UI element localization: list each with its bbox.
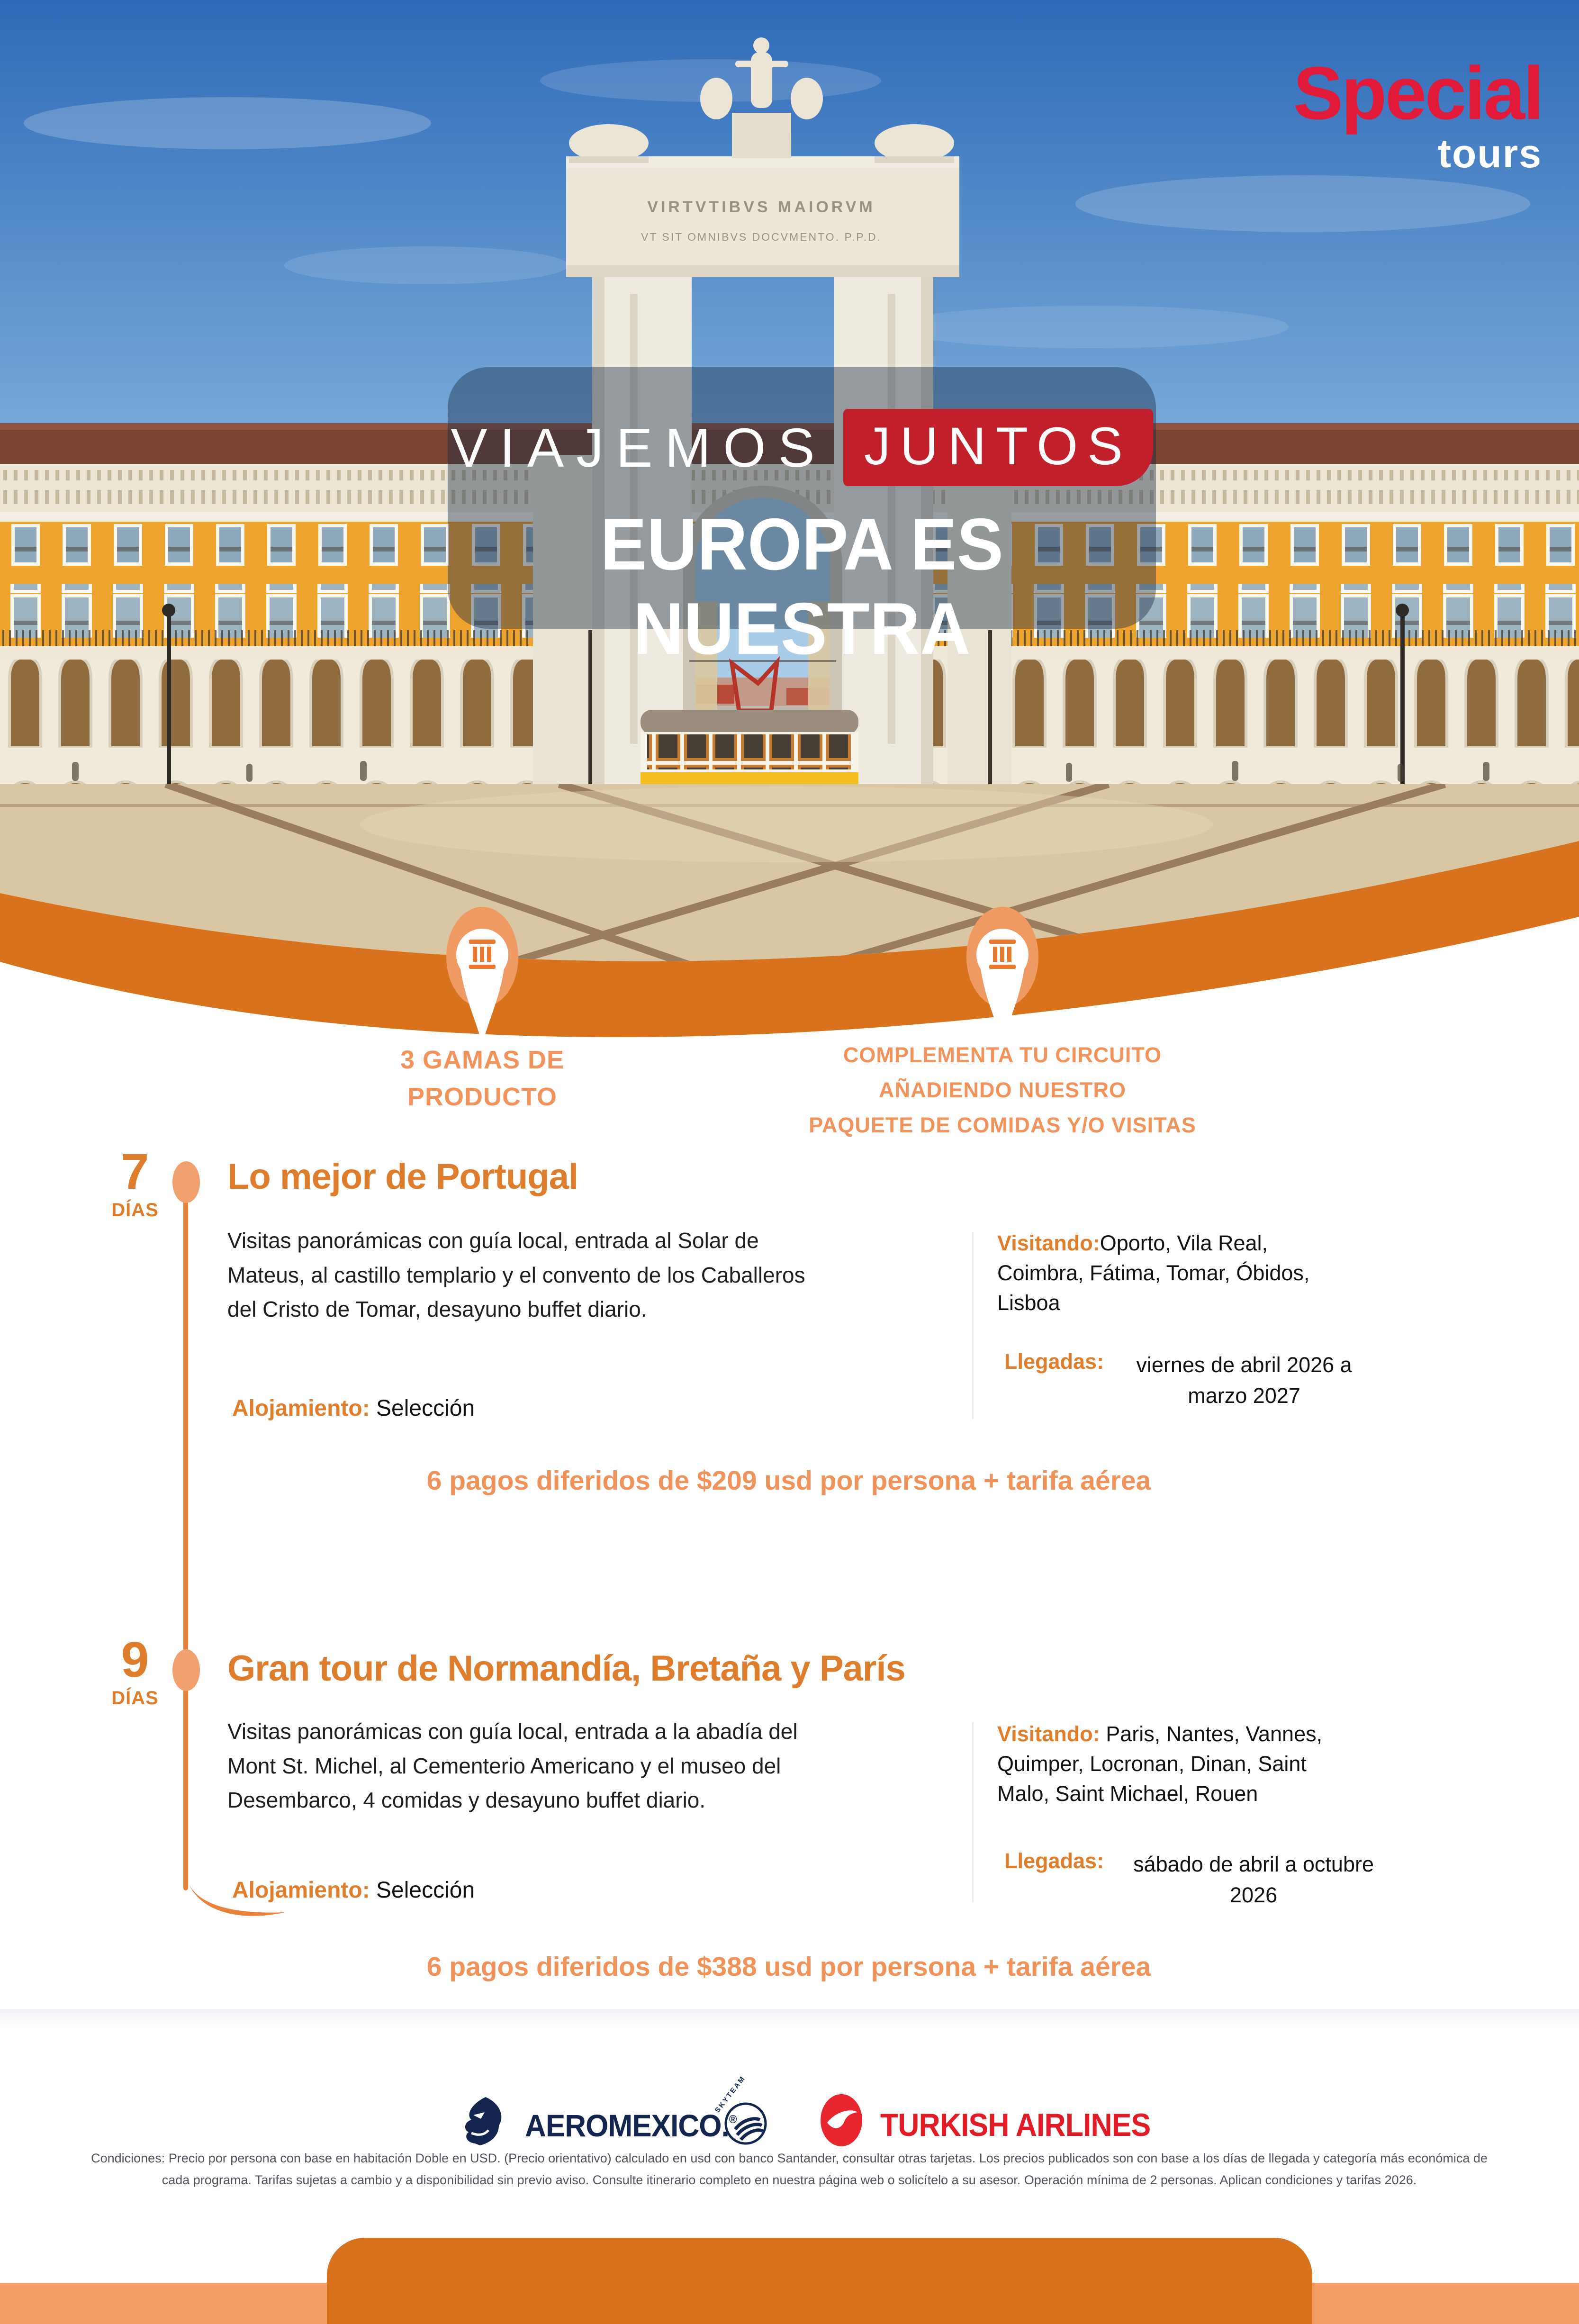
logo-word-tours: tours	[1438, 131, 1542, 176]
visiting-label: Visitando:	[997, 1722, 1100, 1746]
tour1-accommodation	[232, 1395, 475, 1421]
conditions-line2: cada programa. Tarifas sujetas a cambio y a disponibilidad sin previo aviso. Consulte itinerario completo en nuestra página web o solicítelo a su asesor. Operación mínima de 2 personas. Aplican condiciones y tarifas 2026.	[162, 2173, 1417, 2187]
turkish-airlines-emblem-icon	[818, 2093, 865, 2148]
arrivals-label: Llegadas:	[1004, 1849, 1104, 1873]
tour2-days-label: DÍAS	[111, 1688, 159, 1709]
tour1-days-number: 7	[121, 1144, 149, 1200]
registered-mark: ®	[729, 2113, 737, 2126]
hero-kicker-juntos: JUNTOS	[864, 416, 1132, 476]
accommodation-value: Selección	[376, 1396, 475, 1421]
visiting-label: Visitando:	[997, 1231, 1100, 1255]
tour2-days-number: 9	[121, 1632, 149, 1688]
badge-line: COMPLEMENTA TU CIRCUITO	[843, 1043, 1162, 1067]
conditions-line1: Condiciones: Precio por persona con base en habitación Doble en USD. (Precio orientativo) calculado en usd con banco Santander, consultar otras tarjetas. Los precios publicados son con base a los días de llegada y categoría más económica de	[91, 2151, 1488, 2165]
aeromexico-eagle-icon	[457, 2096, 514, 2146]
skyteam-label: SKYTEAM	[713, 2074, 748, 2115]
arrivals-label: Llegadas:	[1004, 1349, 1104, 1374]
tour1-price-line: 6 pagos diferidos de $209 usd por persona + tarifa aérea	[426, 1465, 1151, 1496]
footer-section-shadow	[0, 2009, 1579, 2029]
tour2-column-divider	[972, 1722, 974, 1902]
badge-caption-gamas	[340, 1041, 624, 1115]
tour1-description: Visitas panorámicas con guía local, entrada al Solar de Mateus, al castillo templario y el convento de los Caballeros del Cristo de Tomar, desayuno buffet diario.	[227, 1228, 805, 1322]
hero-title: EUROPA ES NUESTRA	[600, 503, 1003, 669]
footer-dark-orange-tab	[327, 2238, 1312, 2324]
badge-line: PAQUETE DE COMIDAS Y/O VISITAS	[809, 1113, 1196, 1137]
accommodation-label: Alojamiento:	[232, 1396, 370, 1421]
hero-overlay-panel	[448, 367, 1156, 669]
tour2-title: Gran tour de Normandía, Bretaña y París	[227, 1648, 905, 1689]
logo-word-special: Special	[1293, 52, 1542, 135]
aeromexico-wordmark: AEROMEXICO.®	[525, 2108, 737, 2143]
accommodation-value: Selección	[376, 1878, 475, 1903]
accommodation-label: Alojamiento:	[232, 1878, 370, 1903]
visiting-value: Oporto, Vila Real, Coimbra, Fátima, Tomar, Óbidos, Lisboa	[997, 1231, 1310, 1315]
hero-kicker-viajemos: VIAJEMOS	[451, 416, 827, 479]
timeline-dot-tour2	[172, 1649, 200, 1691]
tour1-days	[99, 1144, 171, 1221]
visiting-value: Paris, Nantes, Vannes, Quimper, Locronan, Dinan, Saint Malo, Saint Michael, Rouen	[997, 1722, 1323, 1806]
badge-line: AÑADIENDO NUESTRO	[878, 1078, 1127, 1102]
tour1-arrivals	[1004, 1349, 1377, 1411]
tour2-days	[99, 1632, 171, 1709]
arrivals-value: sábado de abril a octubre 2026	[1133, 1852, 1374, 1908]
badge-pin-left	[444, 907, 520, 1054]
tour1-column-divider	[972, 1232, 974, 1419]
tour2-description: Visitas panorámicas con guía local, entrada a la abadía del Mont St. Michel, al Cementerio Americano y el museo del Desembarco, 4 comidas y desayuno buffet diario.	[227, 1719, 798, 1813]
tour2-price-line: 6 pagos diferidos de $388 usd por persona + tarifa aérea	[426, 1952, 1151, 1982]
tour2-visiting	[997, 1719, 1329, 1809]
badge-line: PRODUCTO	[407, 1083, 558, 1111]
tour1-visiting	[997, 1228, 1329, 1318]
timeline-dot-tour1	[172, 1161, 200, 1203]
arch-inscription-line2: VT SIT OMNIBVS DOCVMENTO. P.P.D.	[641, 231, 882, 243]
arrivals-value: viernes de abril 2026 a marzo 2027	[1136, 1353, 1352, 1408]
badge-caption-complementa	[799, 1038, 1206, 1143]
tour1-title: Lo mejor de Portugal	[227, 1157, 578, 1197]
arch-inscription-line1: VIRTVTIBVS MAIORVM	[647, 198, 875, 216]
tour-timeline-rail	[183, 1182, 188, 1890]
badge-line: 3 GAMAS DE	[400, 1046, 565, 1074]
special-tours-logo	[1293, 52, 1542, 176]
tour2-arrivals	[1004, 1849, 1396, 1911]
tour2-accommodation	[232, 1877, 475, 1903]
tour1-days-label: DÍAS	[111, 1200, 159, 1221]
turkish-airlines-wordmark: TURKISH AIRLINES	[880, 2107, 1151, 2143]
skyteam-icon	[713, 2074, 768, 2146]
badge-pin-right	[965, 907, 1040, 1054]
hero-kicker-red-box	[843, 409, 1153, 486]
